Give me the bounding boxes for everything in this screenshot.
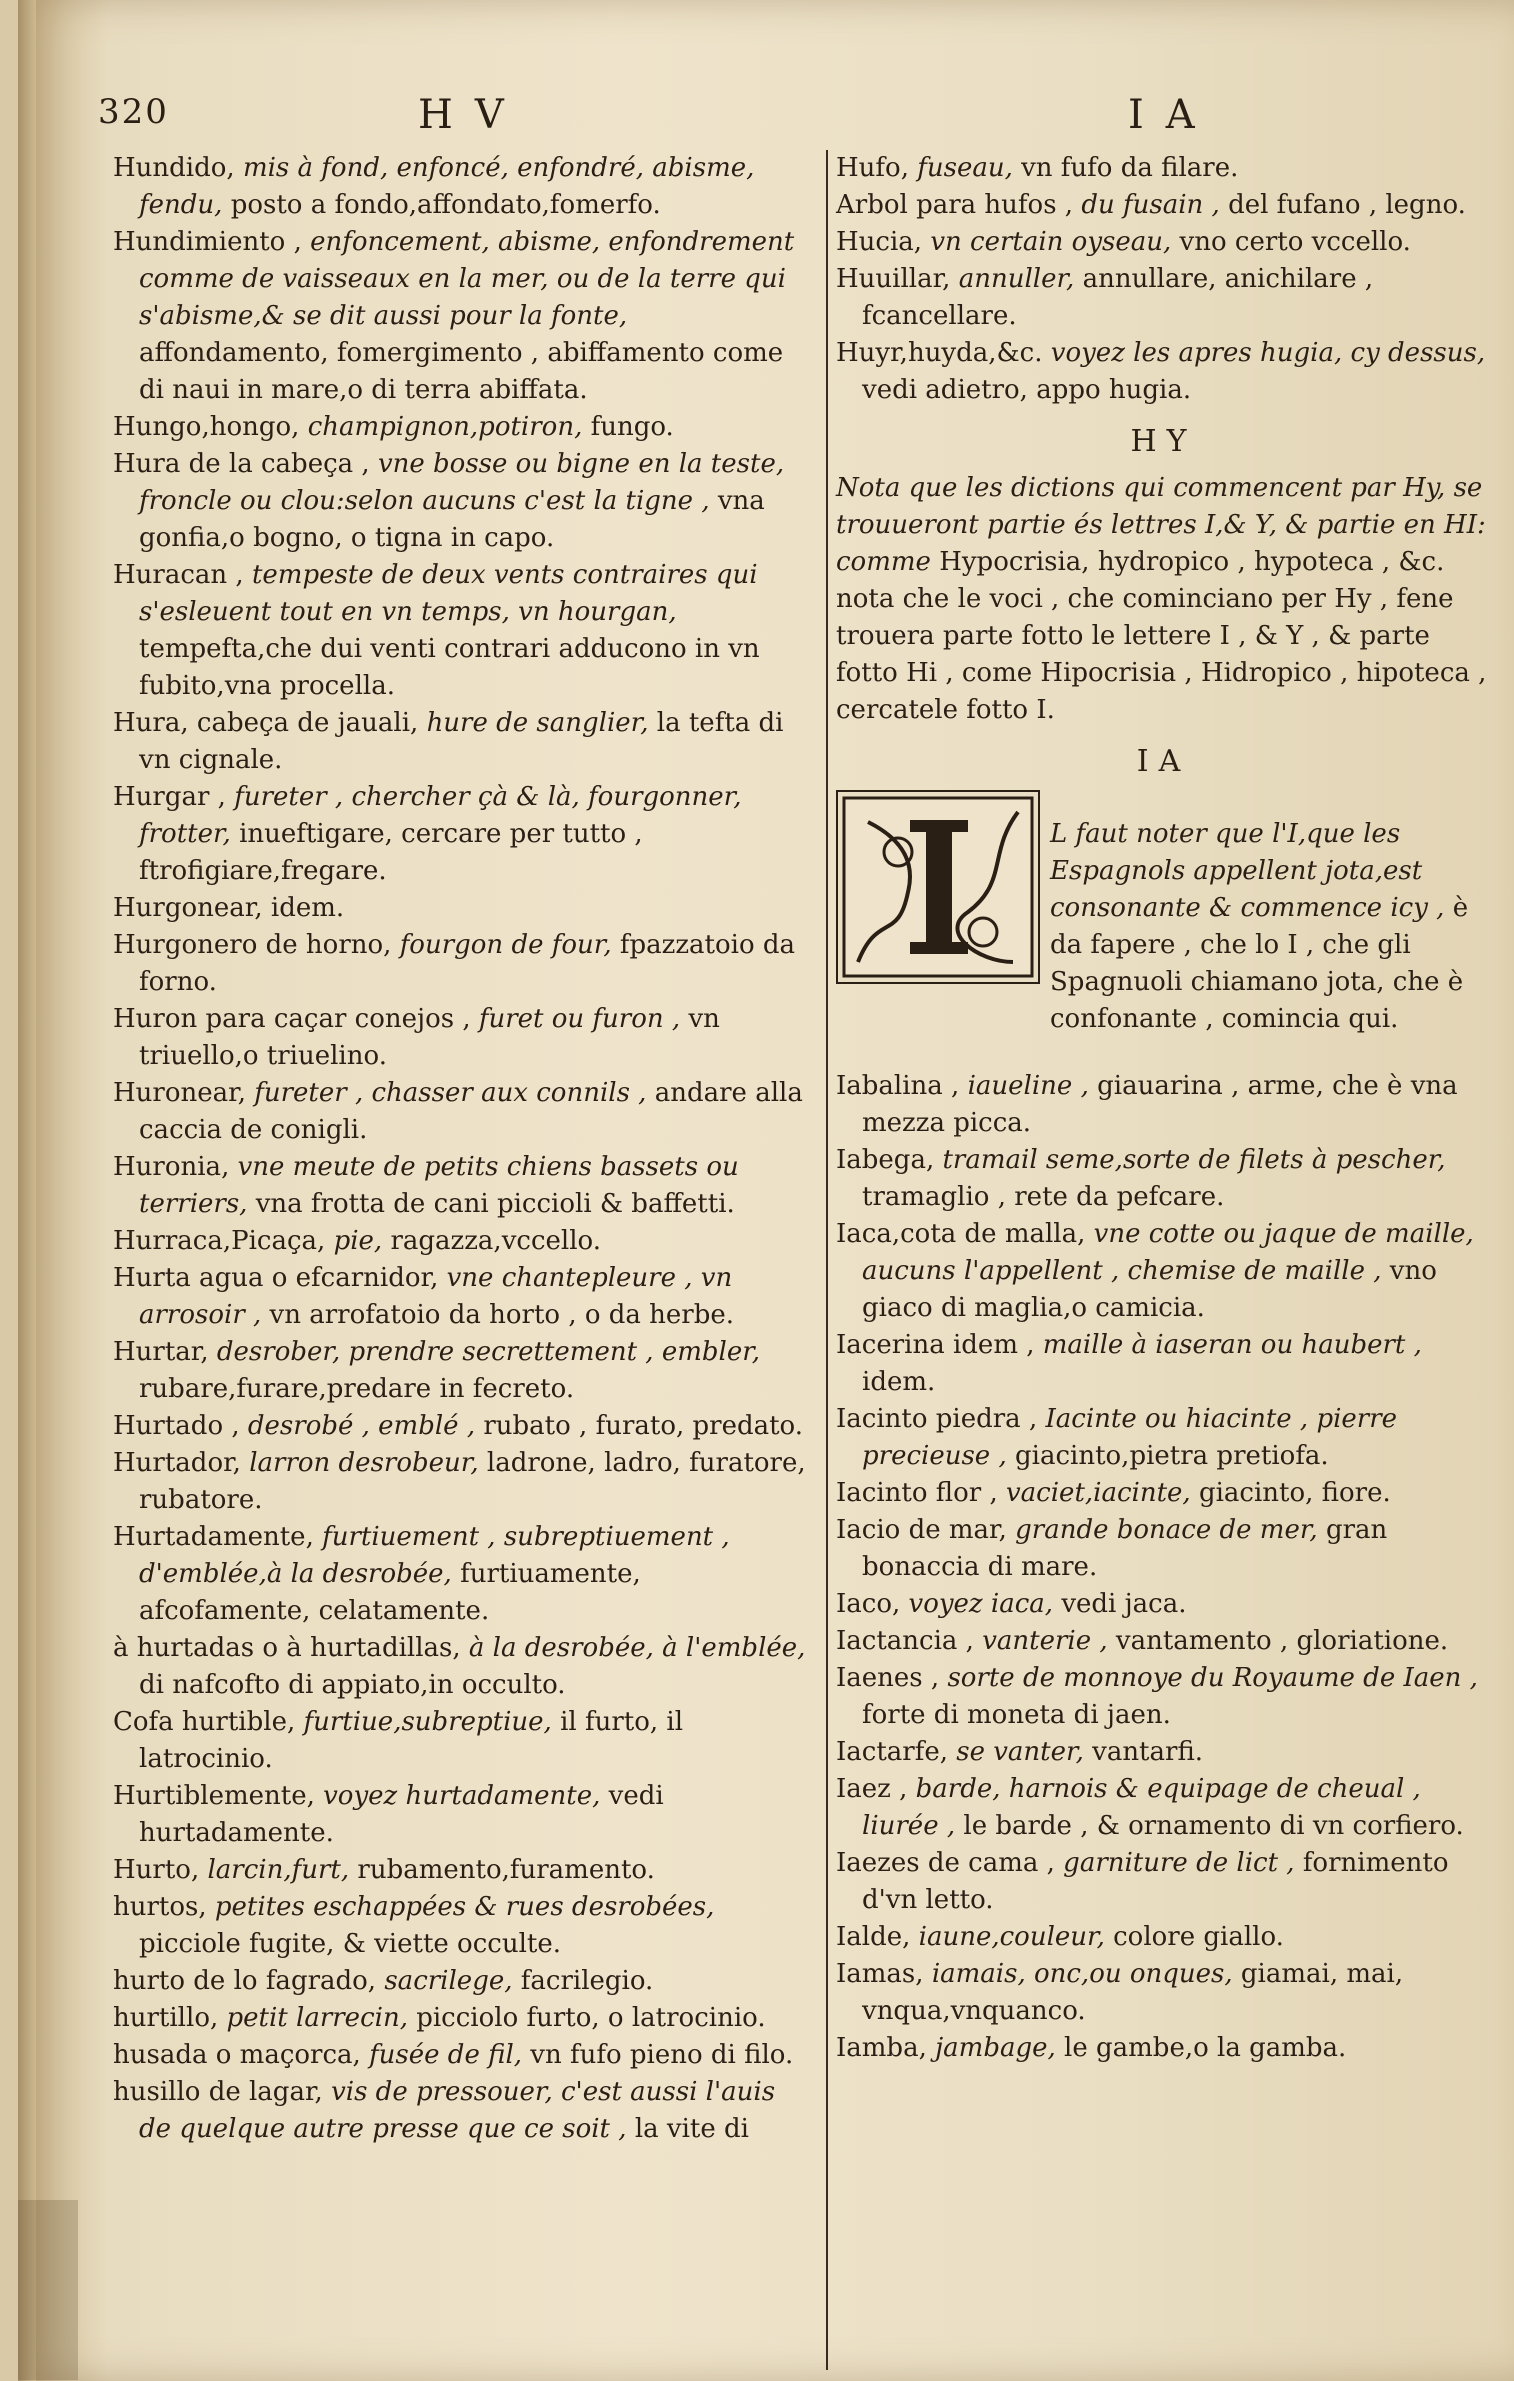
intro-text-ia	[1050, 816, 1491, 1038]
dictionary-entry	[113, 1001, 813, 1075]
entry-headword: Iacinto piedra ,	[836, 1404, 1046, 1434]
book-page	[18, 0, 1514, 2381]
entry-french: vanterie ,	[982, 1626, 1116, 1656]
entry-french: mis à fond, enfoncé, enfondré, abisme, fendu,	[139, 153, 755, 220]
entry-headword: Hurgonear,	[113, 893, 271, 923]
entry-italian: posto a fondo,affondato,fomerfo.	[230, 190, 661, 220]
entry-french: grande bonace de mer,	[1015, 1515, 1326, 1545]
entry-headword: Huronear,	[113, 1078, 255, 1108]
entry-french: vne chantepleure , vn arrosoir ,	[139, 1263, 733, 1330]
dictionary-entry	[113, 1778, 813, 1852]
entry-french: du fusain ,	[1081, 190, 1229, 220]
entry-french: enfoncement, abisme, enfondrement comme de vaisseaux en la mer, ou de la terre qui s'abisme,& se dit aussi pour la fonte,	[139, 227, 795, 331]
dictionary-entry	[836, 1512, 1491, 1586]
entry-italian: rubamento,furamento.	[357, 1855, 655, 1885]
dictionary-entry	[836, 1771, 1491, 1845]
entry-headword: Hurraca,Picaça,	[113, 1226, 334, 1256]
dictionary-entry	[113, 1149, 813, 1223]
entry-french: maille à iaseran ou haubert ,	[1042, 1330, 1422, 1360]
entry-french: larron desrobeur,	[249, 1448, 487, 1478]
dictionary-entry	[113, 1334, 813, 1408]
entry-french: voyez iaca,	[908, 1589, 1062, 1619]
entry-italian: idem.	[862, 1367, 936, 1397]
entry-french: sacrilege,	[384, 1966, 521, 1996]
entry-italian: vantarfi.	[1092, 1737, 1204, 1767]
entry-french: se vanter,	[956, 1737, 1093, 1767]
entry-french: hure de sanglier,	[426, 708, 657, 738]
entry-french: tramail seme,sorte de filets à pescher,	[942, 1145, 1446, 1175]
entry-italian: picciole fugite, & viette occulte.	[139, 1929, 561, 1959]
dictionary-entry	[113, 890, 813, 927]
entry-french: fusée de fil,	[369, 2040, 531, 2070]
entry-headword: Hurtar,	[113, 1337, 217, 1367]
entry-french: vne meute de petits chiens bassets ou terriers,	[139, 1152, 739, 1219]
dictionary-entry	[113, 1519, 813, 1630]
entry-headword: Hurgonero de horno,	[113, 930, 400, 960]
dictionary-entry	[836, 1734, 1491, 1771]
dictionary-entry	[836, 150, 1491, 187]
entry-french: furtiuement , subreptiuement , d'emblée,à la desrobée,	[139, 1522, 730, 1589]
dictionary-entry	[113, 1260, 813, 1334]
right-column-bottom-entries	[836, 1068, 1491, 2067]
dictionary-entry	[113, 1223, 813, 1260]
entry-italian: vn triuello,o triuelino.	[139, 1004, 720, 1071]
page-header	[18, 92, 1514, 152]
dictionary-entry	[836, 1401, 1491, 1475]
entry-headword: Iaenes ,	[836, 1663, 948, 1693]
dictionary-entry	[836, 1623, 1491, 1660]
intro-french: L faut noter que l'I,que les Espagnols appellent jota,est consonante & commence icy ,	[1050, 819, 1445, 923]
entry-italian: vna frotta de cani piccioli & baffetti.	[255, 1189, 735, 1219]
entry-headword: hurto de lo fagrado,	[113, 1966, 385, 1996]
dictionary-entry	[113, 224, 813, 409]
entry-headword: Hura de la cabeça ,	[113, 449, 378, 479]
entry-italian: tempefta,che dui venti contrari adducono in vn fubito,vna procella.	[139, 634, 760, 701]
entry-italian: fpazzatoio da forno.	[139, 930, 796, 997]
entry-french: larcin,furt,	[207, 1855, 358, 1885]
entry-french: furet ou furon ,	[478, 1004, 689, 1034]
entry-french: barde, harnois & equipage de cheual , liurée ,	[862, 1774, 1421, 1841]
note-italian: Hypocrisia, hydropico , hypoteca , &c. nota che le voci , che cominciano per Hy , fene trouera parte fotto le lettere I , & Y , & parte fotto Hi , come Hipocrisia , Hidropico , hipoteca , cercatele fotto I.	[836, 547, 1487, 725]
entry-italian: vno giaco di maglia,o camicia.	[862, 1256, 1437, 1323]
entry-italian: giamai, mai, vnqua,vnquanco.	[862, 1959, 1404, 2026]
note-french: Nota que les dictions qui commencent par Hy, se trouueront partie és lettres I,& Y, & partie en HI: comme	[836, 473, 1486, 577]
dictionary-entry	[113, 2000, 813, 2037]
entry-italian: rubato , furato, predato.	[483, 1411, 804, 1441]
entry-headword: Iaezes de cama ,	[836, 1848, 1064, 1878]
entry-italian: inueftigare, cercare per tutto , ftrofigiare,fregare.	[139, 819, 643, 886]
right-column-top-entries	[836, 150, 1491, 409]
page-gutter	[18, 0, 36, 2381]
entry-french: iaune,couleur,	[918, 1922, 1114, 1952]
entry-italian: tramaglio , rete da pefcare.	[862, 1182, 1225, 1212]
entry-italian: colore giallo.	[1113, 1922, 1284, 1952]
entry-headword: Hungo,hongo,	[113, 412, 308, 442]
decorated-initial-ornament-icon	[838, 792, 1038, 982]
entry-french: Iacinte ou hiacinte , pierre precieuse ,	[862, 1404, 1398, 1471]
entry-french: jambage,	[935, 2033, 1065, 2063]
entry-italian: picciolo furto, o latrocinio.	[416, 2003, 766, 2033]
entry-headword: Hufo,	[836, 153, 918, 183]
entry-headword: Cofa hurtible,	[113, 1707, 304, 1737]
entry-italian: andare alla caccia de conigli.	[139, 1078, 803, 1145]
entry-italian: vantamento , gloriatione.	[1115, 1626, 1449, 1656]
entry-french: furtiue,subreptiue,	[303, 1707, 561, 1737]
entry-italian: fungo.	[590, 412, 674, 442]
entry-headword: Iacinto flor ,	[836, 1478, 1006, 1508]
dictionary-entry	[113, 2037, 813, 2074]
dictionary-entry	[113, 927, 813, 1001]
entry-italian: la vite di	[634, 2114, 749, 2144]
entry-headword: Hundimiento ,	[113, 227, 311, 257]
entry-headword: husillo de lagar,	[113, 2077, 332, 2107]
entry-italian: vno certo vccello.	[1179, 227, 1411, 257]
dictionary-entry	[113, 1704, 813, 1778]
dictionary-entry	[836, 1068, 1491, 1142]
entry-headword: Hurgar ,	[113, 782, 235, 812]
left-running-head: HV	[418, 92, 526, 138]
entry-italian: vedi jaca.	[1061, 1589, 1187, 1619]
dictionary-entry	[836, 1586, 1491, 1623]
section-heading-hy: HY	[1130, 424, 1197, 459]
entry-headword: Iactarfe,	[836, 1737, 957, 1767]
dictionary-entry	[113, 1075, 813, 1149]
entry-french: vaciet,iacinte,	[1005, 1478, 1199, 1508]
entry-headword: Ialde,	[836, 1922, 919, 1952]
entry-headword: Hurta agua o efcarnidor,	[113, 1263, 447, 1293]
dictionary-entry	[836, 1845, 1491, 1919]
dictionary-entry	[836, 1216, 1491, 1327]
entry-italian: vn fufo da filare.	[1021, 153, 1239, 183]
right-column	[836, 150, 1491, 2067]
entry-french: annuller,	[958, 264, 1083, 294]
dictionary-entry	[836, 1142, 1491, 1216]
entry-french: fureter , chasser aux connils ,	[254, 1078, 655, 1108]
entry-headword: Huron para caçar conejos ,	[113, 1004, 479, 1034]
entry-headword: Hurtado ,	[113, 1411, 248, 1441]
section-intro-ia	[836, 790, 1491, 1064]
entry-headword: Hundido,	[113, 153, 243, 183]
entry-french: voyez les apres hugia, cy dessus,	[1050, 338, 1486, 368]
entry-italian: vna gonfia,o bogno, o tigna in capo.	[139, 486, 765, 553]
entry-headword: Hurto,	[113, 1855, 208, 1885]
dictionary-entry	[113, 705, 813, 779]
entry-headword: Iaca,cota de malla,	[836, 1219, 1094, 1249]
entry-french: petit larrecin,	[226, 2003, 417, 2033]
dictionary-entry	[836, 1660, 1491, 1734]
entry-headword: Iactancia ,	[836, 1626, 983, 1656]
right-running-head: IA	[1128, 92, 1217, 138]
entry-headword: Hucia,	[836, 227, 931, 257]
dictionary-entry	[113, 1445, 813, 1519]
dictionary-entry	[836, 224, 1491, 261]
entry-italian: annullare, anichilare , fcancellare.	[862, 264, 1374, 331]
page-fold-shadow	[18, 2200, 78, 2380]
section-heading-ia: IA	[1136, 744, 1191, 779]
entry-headword: Iamas,	[836, 1959, 932, 1989]
dictionary-entry	[113, 1963, 813, 2000]
entry-headword: Iaez ,	[836, 1774, 916, 1804]
section-note-hy	[836, 470, 1491, 729]
entry-italian: vedi adietro, appo hugia.	[862, 375, 1192, 405]
dictionary-entry	[836, 1956, 1491, 2030]
dictionary-entry	[113, 446, 813, 557]
entry-italian: idem.	[270, 893, 345, 923]
column-divider	[826, 150, 828, 2370]
intro-italian: è da fapere , che lo I , che gli Spagnuoli chiamano jota, che è confonante , comincia qui.	[1050, 893, 1469, 1034]
entry-french: vis de pressouer, c'est aussi l'auis de quelque autre presse que ce soit ,	[139, 2077, 776, 2144]
entry-headword: à hurtadas o à hurtadillas,	[113, 1633, 469, 1663]
entry-italian: vn arrofatoio da horto , o da herbe.	[269, 1300, 735, 1330]
entry-headword: hurtillo,	[113, 2003, 227, 2033]
entry-italian: vedi hurtadamente.	[139, 1781, 664, 1848]
entry-french: tempeste de deux vents contraires qui s'esleuent tout en vn temps, vn hourgan,	[139, 560, 758, 627]
dictionary-entry	[836, 187, 1491, 224]
dictionary-entry	[113, 2074, 813, 2148]
entry-italian: ladrone, ladro, furatore, rubatore.	[139, 1448, 806, 1515]
entry-italian: gran bonaccia di mare.	[862, 1515, 1388, 1582]
entry-french: iaueline ,	[967, 1071, 1098, 1101]
entry-headword: Iamba,	[836, 2033, 936, 2063]
entry-headword: Huronia,	[113, 1152, 238, 1182]
entry-french: sorte de monnoye du Royaume de Iaen ,	[947, 1663, 1478, 1693]
entry-french: petites eschappées & rues desrobées,	[214, 1892, 715, 1922]
entry-french: fuseau,	[917, 153, 1022, 183]
entry-french: desrobé , emblé ,	[247, 1411, 484, 1441]
entry-headword: Iacio de mar,	[836, 1515, 1016, 1545]
entry-french: champignon,potiron,	[307, 412, 591, 442]
decorated-initial-i	[836, 790, 1040, 984]
entry-headword: Hurtiblemente,	[113, 1781, 324, 1811]
entry-italian: del fufano , legno.	[1228, 190, 1466, 220]
entry-french: iamais, onc,ou onques,	[931, 1959, 1241, 1989]
dictionary-entry	[836, 335, 1491, 409]
entry-headword: Iabalina ,	[836, 1071, 968, 1101]
entry-french: voyez hurtadamente,	[323, 1781, 609, 1811]
entry-headword: Huracan ,	[113, 560, 252, 590]
dictionary-entry	[113, 1408, 813, 1445]
entry-italian: le barde , & ornamento di vn corfiero.	[963, 1811, 1464, 1841]
entry-headword: Hura, cabeça de jauali,	[113, 708, 427, 738]
dictionary-entry	[113, 409, 813, 446]
dictionary-entry	[113, 557, 813, 705]
dictionary-entry	[113, 1852, 813, 1889]
entry-italian: le gambe,o la gamba.	[1064, 2033, 1347, 2063]
dictionary-entry	[113, 779, 813, 890]
entry-headword: hurtos,	[113, 1892, 215, 1922]
entry-french: fourgon de four,	[399, 930, 620, 960]
entry-french: à la desrobée, à l'emblée,	[468, 1633, 806, 1663]
entry-italian: giacinto,pietra pretiofa.	[1015, 1441, 1329, 1471]
entry-italian: ragazza,vccello.	[390, 1226, 601, 1256]
entry-italian: rubare,furare,predare in fecreto.	[139, 1374, 575, 1404]
entry-french: fureter , chercher çà & là, fourgonner, frotter,	[139, 782, 742, 849]
entry-italian: forte di moneta di jaen.	[862, 1700, 1171, 1730]
entry-french: vne bosse ou bigne en la teste, froncle ou clou:selon aucuns c'est la tigne ,	[139, 449, 785, 516]
dictionary-entry	[836, 2030, 1491, 2067]
dictionary-entry	[836, 1919, 1491, 1956]
left-column	[113, 150, 813, 2148]
entry-italian: vn fufo pieno di filo.	[530, 2040, 794, 2070]
entry-headword: Huuillar,	[836, 264, 959, 294]
page-number: 320	[98, 92, 169, 132]
entry-french: vn certain oyseau,	[930, 227, 1180, 257]
entry-italian: giacinto, fiore.	[1198, 1478, 1391, 1508]
entry-french: garniture de lict ,	[1063, 1848, 1303, 1878]
entry-headword: Huyr,huyda,&c.	[836, 338, 1051, 368]
entry-headword: Arbol para hufos ,	[836, 190, 1082, 220]
entry-italian: facrilegio.	[520, 1966, 654, 1996]
entry-italian: affondamento, fomergimento , abiffamento come di naui in mare,o di terra abiffata.	[139, 338, 784, 405]
entry-headword: husada o maçorca,	[113, 2040, 370, 2070]
entry-italian: il furto, il latrocinio.	[139, 1707, 684, 1774]
entry-italian: fornimento d'vn letto.	[862, 1848, 1449, 1915]
entry-headword: Iaco,	[836, 1589, 909, 1619]
entry-italian: di nafcofto di appiato,in occulto.	[139, 1670, 566, 1700]
entry-italian: giauarina , arme, che è vna mezza picca.	[862, 1071, 1458, 1138]
dictionary-entry	[836, 1475, 1491, 1512]
dictionary-entry	[113, 1889, 813, 1963]
entry-headword: Hurtador,	[113, 1448, 250, 1478]
entry-french: vne cotte ou jaque de maille, aucuns l'appellent , chemise de maille ,	[862, 1219, 1474, 1286]
dictionary-entry	[113, 1630, 813, 1704]
entry-headword: Iacerina idem ,	[836, 1330, 1043, 1360]
entry-french: desrober, prendre secrettement , embler,	[216, 1337, 761, 1367]
entry-headword: Iabega,	[836, 1145, 943, 1175]
entry-italian: la tefta di vn cignale.	[139, 708, 784, 775]
entry-italian: furtiuamente, afcofamente, celatamente.	[139, 1559, 641, 1626]
dictionary-entry	[836, 261, 1491, 335]
entry-headword: Hurtadamente,	[113, 1522, 323, 1552]
dictionary-entry	[113, 150, 813, 224]
entry-french: pie,	[333, 1226, 391, 1256]
dictionary-entry	[836, 1327, 1491, 1401]
